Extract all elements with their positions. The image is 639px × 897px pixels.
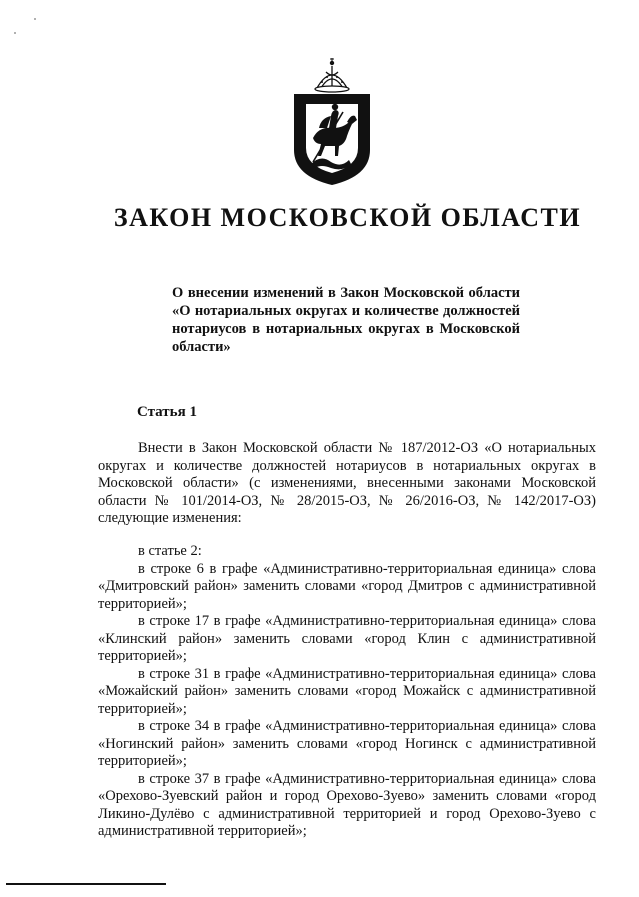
list-item: в строке 17 в графе «Административно-территориальная единица» слова «Клинский район» заменить словами «город Клин с административной территорией»; bbox=[98, 613, 596, 664]
scan-speck bbox=[34, 18, 36, 20]
article-intro-paragraph: Внести в Закон Московской области № 187/2012-ОЗ «О нотариальных округах и количестве должностей нотариусов в нотариальных округах в Московской области» (с изменениями, внесенными законами Московской области № 101/2014-ОЗ, № 28/2015-ОЗ, № 26/2016-ОЗ, № 142/2017-ОЗ) следующие изменения: bbox=[98, 440, 596, 526]
section-label: в статье 2: bbox=[138, 543, 202, 559]
scan-speck bbox=[14, 32, 16, 34]
footer-rule bbox=[6, 883, 166, 885]
amendments-list bbox=[98, 543, 596, 841]
law-subject-title: О внесении изменений в Закон Московской области «О нотариальных округах и количестве должностей нотариусов в нотариальных округах в Московской области» bbox=[172, 285, 520, 355]
list-item: в строке 31 в графе «Административно-территориальная единица» слова «Можайский район» заменить словами «город Можайск с административной территорией»; bbox=[98, 665, 596, 717]
law-title: ЗАКОН МОСКОВСКОЙ ОБЛАСТИ bbox=[113, 203, 582, 232]
coat-of-arms-icon bbox=[291, 58, 373, 186]
list-item: в строке 6 в графе «Административно-территориальная единица» слова «Дмитровский район» заменить словами «город Дмитров с административной территорией»; bbox=[98, 560, 596, 612]
article-heading: Статья 1 bbox=[137, 404, 197, 420]
list-item: в строке 37 в графе «Административно-территориальная единица» слова «Орехово-Зуевский район и город Орехово-Зуево» заменить словами «город Ликино-Дулёво с административной территорией и город Орехово-Зуево с административной территорией»; bbox=[98, 770, 596, 839]
list-item: в строке 34 в графе «Административно-территориальная единица» слова «Ногинский район» заменить словами «город Ногинск с административной территорией»; bbox=[98, 718, 596, 769]
article-intro bbox=[98, 440, 596, 528]
